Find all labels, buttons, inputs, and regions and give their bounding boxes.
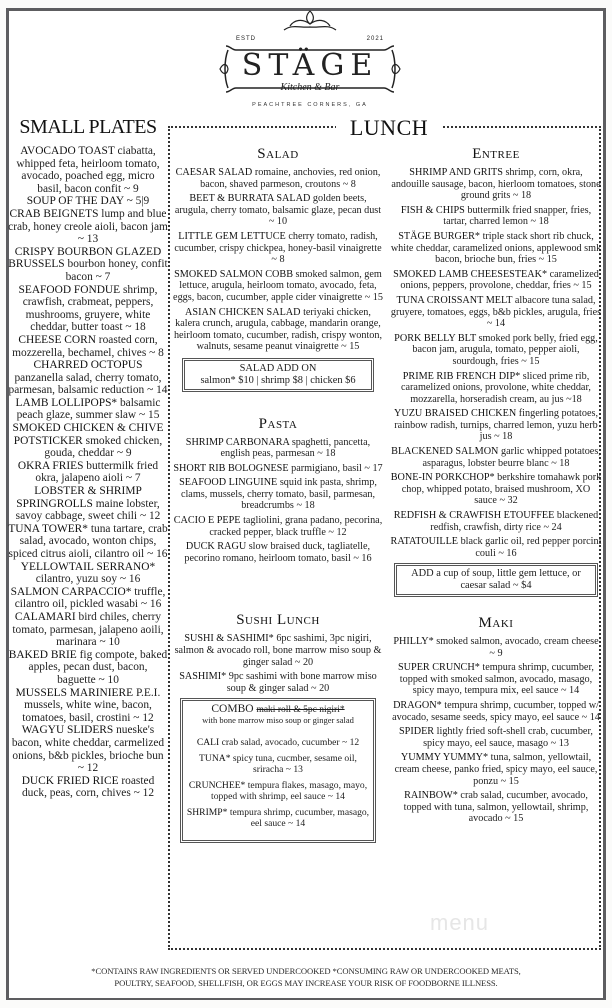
menu-item	[172, 541, 384, 564]
menu-item-description: garlic whipped potatoes, asparagus, lobster beurre blanc ~ 18	[422, 446, 601, 469]
menu-item-description: squid ink pasta, shrimp, clams, mussels, cherry tomato, basil, parmesan, breadcrumbs ~ 18	[180, 477, 377, 512]
menu-item-description: tagliolini, grana padano, pecorina, cracked pepper, black truffle ~ 12	[209, 515, 383, 538]
menu-item-name: SMOKED CHICKEN & CHIVE POTSTICKER	[12, 422, 164, 447]
menu-item	[8, 422, 168, 460]
menu-item-description: caramelized onions, peppers, provolone, cheddar, fries ~ 15	[400, 268, 599, 292]
combo-subtitle: with bone marrow miso soup or ginger salad	[202, 715, 354, 726]
menu-item	[390, 536, 602, 559]
menu-item	[8, 208, 168, 246]
menu-item	[185, 737, 371, 748]
menu-item-name: BLACKENED SALMON	[391, 446, 499, 458]
combo-box	[180, 698, 376, 843]
menu-item-name: PHILLY*	[393, 636, 434, 647]
menu-item-name: CHARRED OCTOPUS	[33, 359, 143, 372]
menu-item	[172, 307, 384, 353]
menu-item	[8, 485, 168, 523]
menu-item-name: YELLOWTAIL SERRANO*	[20, 560, 156, 573]
menu-item	[390, 446, 602, 469]
menu-item	[8, 724, 168, 774]
menu-item	[172, 269, 384, 304]
menu-item	[172, 193, 384, 228]
menu-item-description: slow braised duck, tagliatelle, pecorino romano, heirloom tomato, basil ~ 16	[184, 541, 372, 564]
salad-list	[172, 167, 384, 353]
menu-item-name: MUSSELS MARINIERE	[15, 686, 134, 699]
menu-item-description: smoked pork belly, fried egg, bacon jam, arugula, tomato, pepper aioli, sourdough, fries ~ 15	[412, 332, 598, 367]
section-title-salad: Salad	[257, 146, 299, 162]
salad-addon-title: SALAD ADD ON	[239, 362, 317, 374]
menu-item	[172, 437, 384, 460]
lotus-ornament-icon	[280, 10, 340, 32]
menu-item-description: golden beets, arugula, cherry tomato, balsamic glaze, pecan dust ~ 10	[174, 193, 382, 228]
menu-item-description: lump and blue crab, honey creole aioli, bacon jam ~ 13	[8, 207, 168, 246]
menu-item-name: SMOKED SALMON COBB	[174, 268, 293, 280]
menu-item	[390, 408, 602, 443]
menu-item-name: LITTLE GEM LETTUCE	[178, 230, 286, 242]
menu-item	[390, 269, 602, 292]
menu-item-name: CRAB BEIGNETS	[9, 207, 99, 220]
menu-item-description: blackened redfish, crawfish, dirty rice ~ 24	[430, 510, 599, 533]
menu-item-name: CACIO E PEPE	[173, 515, 241, 527]
menu-item-description: roasted duck, peas, corn, chives ~ 12	[21, 774, 155, 800]
menu-item-name: SOUP OF THE DAY	[26, 195, 124, 208]
lunch-title: LUNCH	[336, 115, 442, 141]
menu-item	[390, 790, 602, 825]
menu-item	[172, 515, 384, 538]
menu-item	[390, 662, 602, 697]
menu-item-name: LOBSTER & SHRIMP SPRINGROLLS	[16, 485, 142, 510]
menu-item-name: SASHIMI*	[179, 671, 227, 683]
combo-title	[185, 703, 371, 715]
menu-item-description: shrimp, crawfish, crabmeat, peppers, mushrooms, gruyere, white cheddar, butter toast ~ 18	[22, 283, 158, 334]
section-title-maki: Maki	[478, 615, 514, 631]
menu-item	[390, 472, 602, 507]
lunch-right-column	[390, 146, 602, 828]
menu-item-name: SHORT RIB BOLOGNESE	[173, 462, 289, 474]
menu-item-description: shrimp, corn, okra, andouille sausage, bacon, hierloom tomatoes, stone ground grits ~ 18	[391, 167, 601, 202]
menu-item-description: panzanella salad, cherry tomato, parmesan, balsamic reduction ~ 14	[8, 371, 168, 397]
menu-item	[185, 780, 371, 802]
menu-item-description: tempura shrimp, cucumber, topped with smoked salmon, avocado, masago, spicy mayo, tempura mix, eel sauce ~ 14	[399, 662, 594, 697]
menu-item-description: black garlic oil, red pepper porcini couli ~ 16	[460, 536, 602, 559]
salad-addon-text: salmon* $10 | shrimp $8 | chicken $6	[200, 374, 356, 386]
combo-title-label: COMBO	[211, 703, 254, 716]
menu-item	[8, 775, 168, 800]
menu-item-name: STÄGE BURGER*	[398, 230, 481, 242]
menu-item	[8, 397, 168, 422]
menu-item-name: ASIAN CHICKEN SALAD	[185, 306, 301, 318]
menu-item-description: nueske's bacon, white cheddar, carmelized onions, b&b pickles, brioche bun ~ 12	[11, 724, 165, 775]
menu-item-description: cilantro, yuzu soy ~ 16	[35, 573, 141, 586]
menu-item-description: truffle, cilantro oil, pickled wasabi ~ 16	[14, 585, 166, 611]
menu-item-description: triple stack short rib chuck, white cheddar, caramelized onions, applewood smk bacon, brioche bun, fries ~ 15	[390, 230, 602, 266]
restaurant-location: PEACHTREE CORNERS, GA	[252, 102, 368, 108]
menu-item-name: SHRIMP*	[186, 807, 228, 819]
menu-item	[390, 231, 602, 266]
menu-item-name: CAESAR SALAD	[175, 167, 253, 178]
menu-item-description: romaine, anchovies, red onion, bacon, shaved parmeson, croutons ~ 8	[200, 167, 381, 190]
menu-item	[390, 752, 602, 787]
menu-item	[8, 687, 168, 725]
menu-item	[8, 334, 168, 359]
menu-item-name: SHRIMP CARBONARA	[185, 436, 290, 448]
menu-item-name: DUCK RAGU	[185, 541, 247, 553]
menu-item	[8, 145, 168, 195]
menu-item	[390, 636, 602, 659]
menu-item-name: PRIME RIB FRENCH DIP*	[402, 370, 521, 382]
menu-item-name: FISH & CHIPS	[400, 204, 465, 216]
menu-item-description: lightly fried soft-shell crab, cucumber, spicy mayo, eel sauce, masago ~ 13	[423, 726, 593, 749]
entree-addon-text: ADD a cup of soup, little gem lettuce, or caesar salad ~ $4	[411, 568, 581, 592]
menu-item-description: tuna tartare, crab salad, avocado, wonton chips, spiced citrus aioli, cilantro oil ~ 16	[8, 522, 168, 560]
menu-item	[390, 333, 602, 368]
menu-item-name: BAKED BRIE	[8, 648, 77, 661]
menu-item-name: BONE-IN PORKCHOP*	[390, 472, 495, 484]
menu-item-description: crab salad, avocado, cucumber ~ 12	[221, 737, 360, 749]
menu-item-description: ciabatta, whipped feta, heirloom tomato, avocado, poached egg, micro basil, bacon confit ~ 9	[16, 145, 160, 195]
menu-item-description: fingerling potatoes, rainbow radish, turnips, charred lemon, yuzu herb jus ~ 18	[394, 408, 598, 443]
menu-item-name: OKRA FRIES	[17, 459, 84, 472]
menu-item	[8, 611, 168, 649]
menu-item-name: YUZU BRAISED CHICKEN	[393, 408, 517, 420]
menu-item	[8, 586, 168, 611]
menu-item-name: SMOKED LAMB CHEESESTEAK*	[393, 268, 548, 280]
menu-item-name: BEET & BURRATA SALAD	[189, 193, 311, 205]
menu-item	[390, 205, 602, 228]
lunch-left-column	[172, 146, 384, 843]
menu-item	[8, 284, 168, 334]
menu-item-description: spicy tuna, cucmber, sesame oil, sriracha ~ 13	[232, 753, 357, 776]
menu-item	[8, 359, 168, 397]
pasta-list	[172, 437, 384, 565]
menu-item-description: tuna, salmon, yellowtail, cream cheese, panko fried, spicy mayo, eel sauce, ponzu ~ 15	[394, 752, 598, 787]
menu-item-name: SPIDER	[399, 726, 435, 738]
allergy-disclaimer	[20, 965, 592, 989]
menu-item-description: P.E.I. mussels, white wine, bacon, tomatoes, basil, crostini ~ 12	[22, 686, 161, 724]
menu-item-description: smoked salmon, gem lettuce, arugula, heirloom tomato, avocado, feta, eggs, bacon, cucumber, apple cider vinaigrette ~ 15	[173, 268, 383, 303]
menu-item-description: buttermilk fried okra, jalapeno aioli ~ 7	[35, 459, 159, 485]
menu-item-name: CALI	[196, 737, 220, 749]
menu-item-name: SUSHI & SASHIMI*	[184, 633, 274, 645]
menu-item-description: sliced prime rib, caramelized onions, provolone, white cheddar, mozzarella, horseradish cream, au jus ~18	[401, 370, 591, 405]
menu-item-name: YUMMY YUMMY*	[400, 752, 489, 764]
menu-item-name: DUCK FRIED RICE	[21, 774, 119, 787]
menu-item-description: maine lobster, savoy cabbage, sweet chili ~ 12	[15, 497, 161, 523]
menu-item-name: RAINBOW*	[404, 790, 458, 802]
restaurant-logo	[210, 10, 410, 108]
menu-item-description: albacore tuna salad, gruyere, tomatoes, eggs, b&b pickles, arugula, fries ~ 14	[390, 294, 602, 330]
menu-item-description: 6pc sashimi, 3pc nigiri, salmon & avocado roll, bone marrow miso soup & ginger salad ~ 20	[174, 633, 382, 668]
menu-item-name: PORK BELLY BLT	[394, 332, 476, 344]
menu-item-description: bourbon honey, confit bacon ~ 7	[65, 258, 168, 283]
logo-year: 2021	[366, 36, 384, 42]
menu-item	[172, 463, 384, 475]
menu-item	[390, 295, 602, 330]
restaurant-name: STÄGE	[241, 48, 379, 83]
menu-item-description: berkshire tomahawk pork chop, whipped potato, braised mushroom, XO sauce ~ 32	[401, 472, 602, 507]
menu-item-name: TUNA TOWER*	[8, 522, 88, 535]
menu-item-description: parmigiano, basil ~ 17	[291, 462, 383, 474]
sushi-list	[172, 633, 384, 694]
section-title-sushi-lunch: Sushi Lunch	[236, 612, 320, 629]
menu-item	[8, 246, 168, 284]
menu-item-name: WAGYU SLIDERS	[21, 724, 114, 737]
section-title-small-plates: SMALL PLATES	[19, 116, 157, 138]
menu-item-name: SEAFOOD LINGUINE	[179, 477, 278, 489]
menu-item-description: balsamic peach glaze, summer slaw ~ 15	[16, 396, 161, 422]
menu-item-description: cherry tomato, radish, cucumber, crispy chickpea, honey-basil vinaigrette ~ 8	[174, 230, 382, 266]
menu-item-name: TUNA CROISSANT MELT	[396, 294, 513, 306]
menu-item	[8, 561, 168, 586]
salad-addon-box	[182, 358, 374, 392]
small-plates-section	[8, 116, 168, 800]
section-title-entree: Entree	[472, 146, 520, 162]
menu-item-name: RATATOUILLE	[390, 536, 459, 548]
menu-item-name: DRAGON*	[393, 699, 442, 711]
menu-item	[172, 231, 384, 266]
menu-item	[172, 671, 384, 694]
menu-item-name: CRUNCHEE*	[188, 780, 246, 792]
menu-item	[390, 167, 602, 202]
menu-item	[8, 649, 168, 687]
menu-item-description: teriyaki chicken, kalera crunch, arugula, cabbage, mandarin orange, heirloom tomato, cucumber, radish, crispy wonton, walnuts, sesame peanut vinaigrette ~ 15	[173, 306, 383, 353]
menu-item-description: buttermilk fried snapper, fries, tartar, charred lemon ~ 18	[443, 204, 592, 228]
disclaimer-line-2: POULTRY, SEAFOOD, SHELLFISH, OR EGGS MAY INCREASE YOUR RISK OF FOODBORNE ILLNESS.	[114, 978, 498, 988]
menu-item	[172, 477, 384, 512]
entree-addon-box	[394, 563, 598, 597]
menu-item-name: SHRIMP AND GRITS	[409, 167, 503, 178]
menu-item-description: fig compote, baked apples, pecan dust, bacon, baguette ~ 10	[28, 648, 168, 686]
menu-item-description: spaghetti, pancetta, english peas, parmesan ~ 18	[220, 436, 371, 460]
menu-item-description: tempura flakes, masago, mayo, topped with shrimp, eel sauce ~ 14	[211, 780, 368, 803]
menu-item-name: SUPER CRUNCH*	[398, 662, 480, 674]
menu-item	[8, 195, 168, 208]
small-plates-list	[8, 145, 168, 800]
maki-list	[390, 636, 602, 825]
restaurant-subtitle: Kitchen & Bar	[280, 82, 340, 93]
menu-item	[8, 460, 168, 485]
watermark: menu	[430, 910, 490, 935]
menu-item	[172, 167, 384, 190]
menu-item-description: bird chiles, cherry tomato, parmesan, jalapeno aoili, marinara ~ 10	[12, 610, 164, 649]
combo-title-detail: maki roll & 5pc nigiri*	[256, 705, 345, 716]
menu-item-name: CHEESE CORN	[18, 333, 96, 346]
menu-item-name: CRISPY BOURBON GLAZED BRUSSELS	[8, 245, 162, 271]
logo-estd: ESTD	[236, 36, 257, 42]
menu-item-name: TUNA*	[199, 753, 231, 765]
menu-item-description: tempura shrimp, cucumber, topped w/ avocado, sesame seeds, spicy mayo, eel sauce ~ 14	[392, 699, 600, 723]
menu-item-description: crab salad, cucumber, avocado, topped with tuna, salmon, yellowtail, shrimp, avocado ~ 15	[403, 790, 589, 825]
menu-item-name: SEAFOOD FONDUE	[18, 283, 121, 296]
menu-item	[185, 753, 371, 775]
section-title-pasta: Pasta	[258, 415, 298, 432]
menu-item-description: roasted corn, mozzerella, bechamel, chives ~ 8	[12, 333, 164, 359]
menu-item	[8, 523, 168, 561]
disclaimer-line-1: *CONTAINS RAW INGREDIENTS OR SERVED UNDERCOOKED *CONSUMING RAW OR UNDERCOOKED MEATS,	[91, 966, 521, 976]
menu-item	[390, 510, 602, 533]
menu-item-name: SALMON CARPACCIO*	[10, 585, 132, 598]
menu-item-description: 9pc sashimi with bone marrow miso soup & ginger salad ~ 20	[226, 671, 377, 694]
entree-list	[390, 167, 602, 559]
menu-item-name: REDFISH & CRAWFISH ETOUFFEE	[393, 510, 555, 522]
menu-item	[390, 371, 602, 406]
menu-item-name: CALAMARI	[14, 610, 76, 623]
combo-list	[185, 737, 371, 829]
menu-item	[390, 726, 602, 749]
menu-item	[390, 700, 602, 723]
menu-item-description: ~ 5|9	[126, 195, 150, 208]
menu-item-name: LAMB LOLLIPOPS*	[15, 396, 118, 409]
menu-item	[185, 807, 371, 829]
menu-item-description: smoked chicken, gouda, cheddar ~ 9	[44, 434, 163, 460]
menu-item-description: smoked salmon, avocado, cream cheese ~ 9	[436, 636, 599, 659]
menu-item-description: tempura shrimp, cucumber, masago, eel sauce ~ 14	[229, 807, 370, 830]
menu-item-name: AVOCADO TOAST	[20, 145, 115, 157]
menu-item	[172, 633, 384, 668]
